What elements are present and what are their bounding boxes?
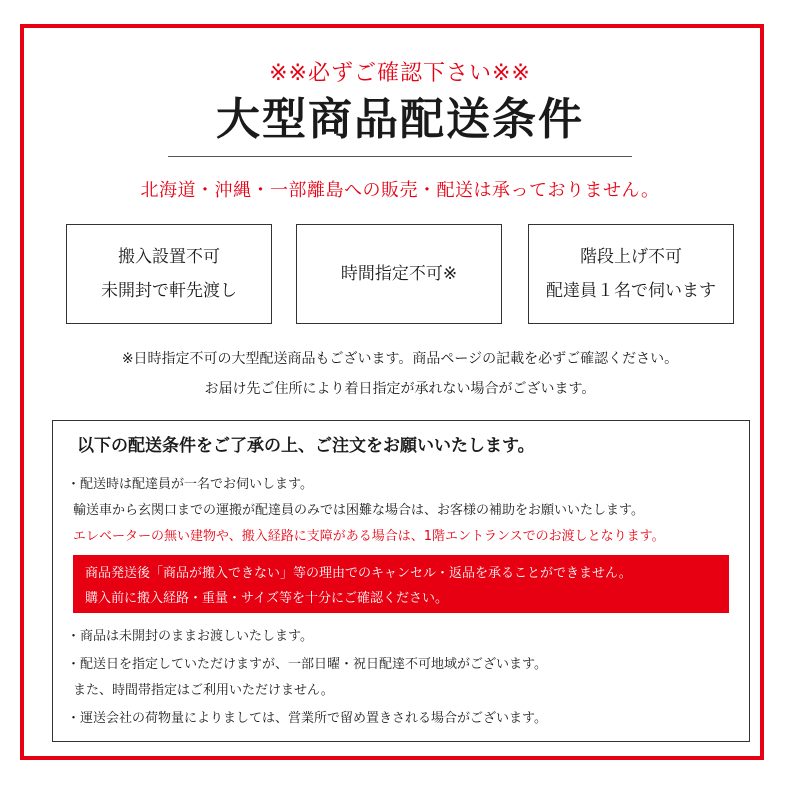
condition-box-line: 時間指定不可※ xyxy=(340,264,458,284)
condition-box-time xyxy=(296,224,502,324)
confirm-notice: ※※必ずご確認下さい※※ xyxy=(269,61,531,86)
condition-box-stairs xyxy=(528,224,734,324)
date-note: ※日時指定不可の大型配送商品もございます。商品ページの記載を必ずご確認ください。 xyxy=(121,351,679,367)
condition-box-installation xyxy=(66,224,272,324)
title-underline xyxy=(168,156,632,157)
warning-banner xyxy=(73,555,729,613)
page-title: 大型商品配送条件 xyxy=(216,94,584,145)
condition-box-line: 搬入設置不可 xyxy=(118,247,220,267)
address-note: お届け先ご住所により着日指定が承れない場合がございます。 xyxy=(204,381,596,397)
terms-item-red: エレベーターの無い建物や、搬入経路に支障がある場合は、1階エントランスでのお渡しとなります。 xyxy=(73,529,665,544)
condition-box-line: 配達員１名で伺います xyxy=(546,281,716,301)
terms-item: また、時間帯指定はご利用いただけません。 xyxy=(73,683,334,698)
terms-item: ・商品は未開封のままお渡しいたします。 xyxy=(67,629,313,644)
warning-line: 商品発送後「商品が搬入できない」等の理由でのキャンセル・返品を承ることができません。 xyxy=(85,566,632,581)
terms-item: ・配送日を指定していただけますが、一部日曜・祝日配達不可地域がございます。 xyxy=(67,657,547,672)
region-notice: 北海道・沖縄・一部離島への販売・配送は承っておりません。 xyxy=(140,180,660,201)
condition-box-line: 未開封で軒先渡し xyxy=(101,281,237,301)
terms-item: ・運送会社の荷物量によりましては、営業所で留め置きされる場合がございます。 xyxy=(67,711,547,726)
terms-box xyxy=(52,420,750,742)
condition-box-line: 階段上げ不可 xyxy=(580,247,682,267)
terms-heading: 以下の配送条件をご了承の上、ご注文をお願いいたします。 xyxy=(77,436,535,456)
terms-item: 輸送車から玄関口までの運搬が配達員のみでは困難な場合は、お客様の補助をお願いいたします。 xyxy=(73,503,644,518)
warning-line: 購入前に搬入経路・重量・サイズ等を十分にご確認ください。 xyxy=(85,591,448,606)
terms-item: ・配送時は配達員が一名でお伺いします。 xyxy=(67,477,313,492)
